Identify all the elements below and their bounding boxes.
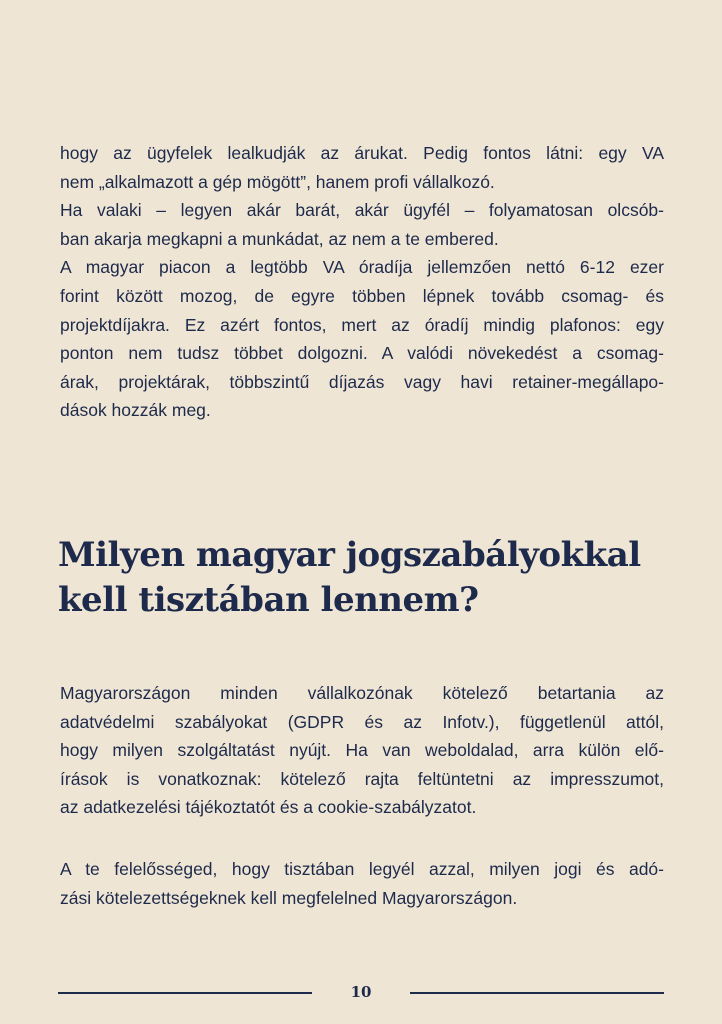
paragraph-pricing <box>60 139 664 425</box>
text-line: Magyarországon minden vállalkozónak kötelező betartania az <box>60 683 664 703</box>
text-line: árak, projektárak, többszintű díjazás vagy havi retainer-megállapo- <box>60 371 664 392</box>
page-footer <box>58 982 664 1002</box>
paragraph-legal <box>60 679 664 822</box>
text-line: írások is vonatkoznak: kötelező rajta feltüntetni az impresszumot, <box>60 768 664 789</box>
text-line: hogy az ügyfelek lealkudják az árukat. Pedig fontos látni: egy VA <box>60 143 664 163</box>
text-line: A magyar piacon a legtöbb VA óradíja jellemzően nettó 6-12 ezer <box>60 257 664 278</box>
text-line: zási kötelezettségeknek kell megfelelned Magyarországon. <box>60 887 518 908</box>
text-line: hogy milyen szolgáltatást nyújt. Ha van weboldalad, arra külön elő- <box>60 740 664 761</box>
text-line: Ha valaki – legyen akár barát, akár ügyfél – folyamatosan olcsób- <box>60 200 664 221</box>
page-number: 10 <box>350 983 372 1001</box>
text-line: dások hozzák meg. <box>60 400 211 421</box>
section-heading <box>58 533 678 623</box>
heading-line: Milyen magyar jogszabályokkal <box>58 535 641 575</box>
text-line: forint között mozog, de egyre többen lépnek tovább csomag- és <box>60 285 664 306</box>
text-line: ban akarja megkapni a munkádat, az nem a te embered. <box>60 228 499 249</box>
text-line: az adatkezelési tájékoztatót és a cookie-szabályzatot. <box>60 797 477 818</box>
text-line: projektdíjakra. Ez azért fontos, mert az óradíj mindig plafonos: egy <box>60 314 664 335</box>
heading-line: kell tisztában lennem? <box>58 580 479 620</box>
text-line: nem „alkalmazott a gép mögött”, hanem profi vállalkozó. <box>60 171 495 192</box>
text-line: ponton nem tudsz többet dolgozni. A valódi növekedést a csomag- <box>60 343 664 364</box>
paragraph-responsibility <box>60 855 664 912</box>
footer-rule-right <box>410 992 664 994</box>
text-line: adatvédelmi szabályokat (GDPR és az Infotv.), függetlenül attól, <box>60 711 664 732</box>
text-line: A te felelősséged, hogy tisztában legyél azzal, milyen jogi és adó- <box>60 859 664 879</box>
